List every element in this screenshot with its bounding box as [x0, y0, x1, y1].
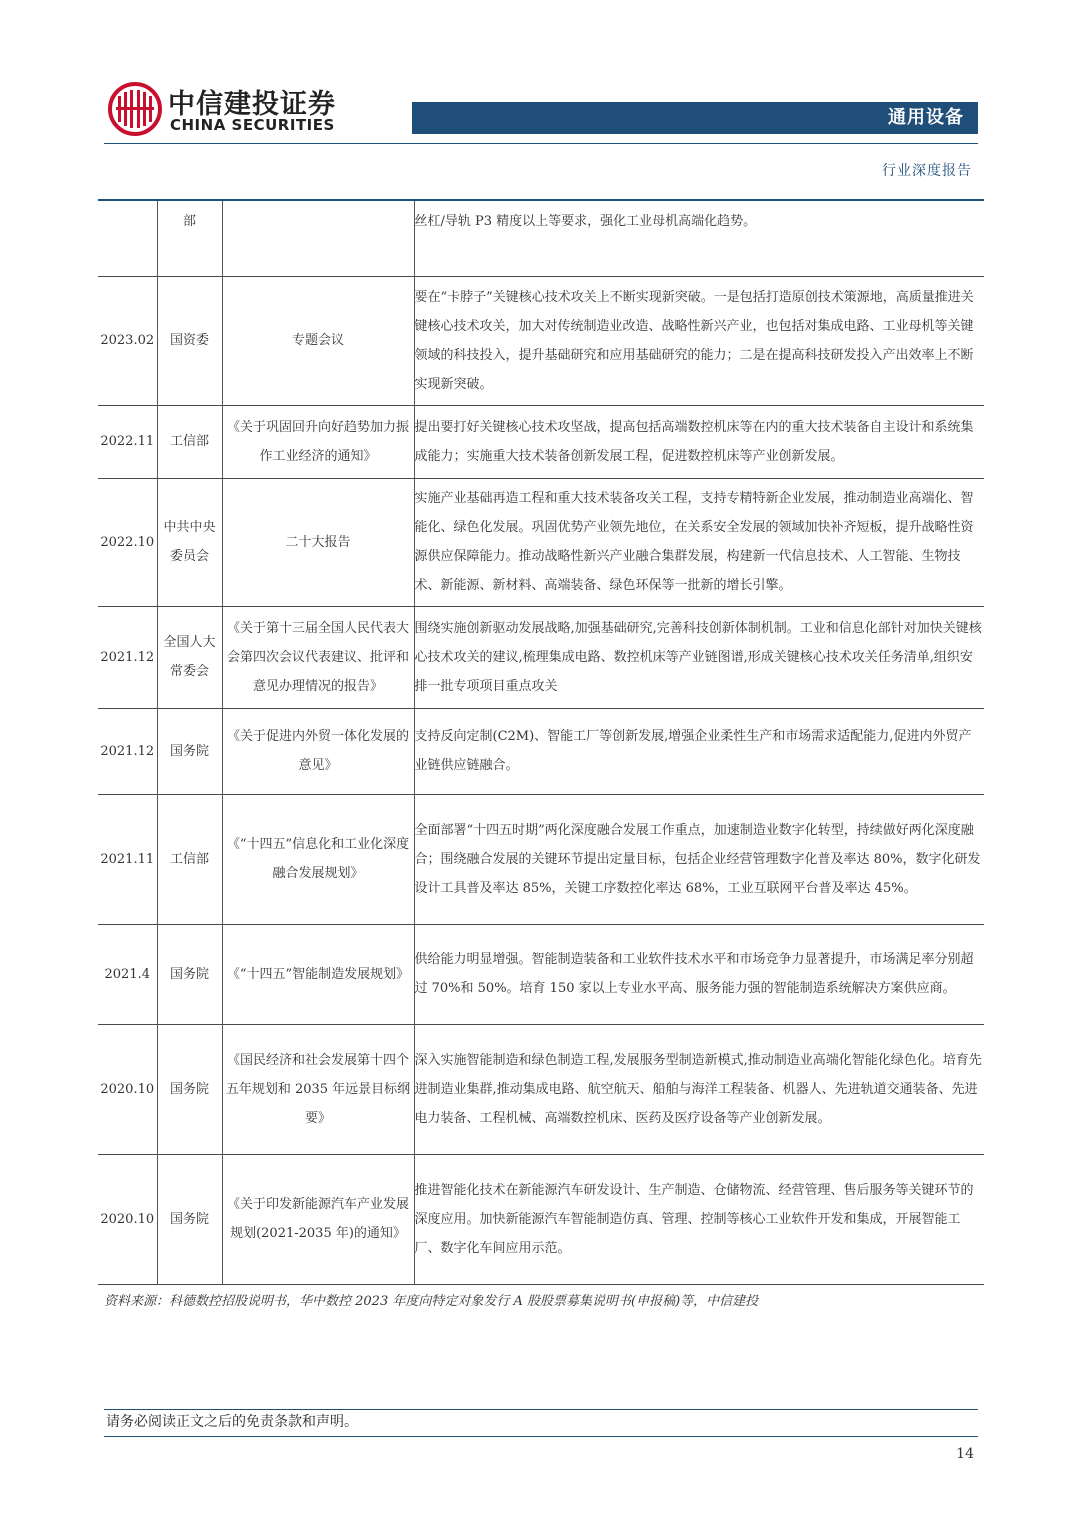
date-cell: 2022.10	[98, 478, 157, 606]
table-row	[98, 924, 984, 1024]
table-row	[98, 794, 984, 924]
content-cell: 围绕实施创新驱动发展战略,加强基础研究,完善科技创新体制机制。工业和信息化部针对加快关键核心技术攻关的建议,梳理集成电路、数控机床等产业链图谱,形成关键核心技术攻关任务清单,组织安排一批专项项目重点攻关	[414, 606, 984, 708]
company-logo	[108, 82, 348, 140]
content-cell: 全面部署“十四五时期”两化深度融合发展工作重点，加速制造业数字化转型，持续做好两化深度融合；围绕融合发展的关键环节提出定量目标，包括企业经营管理数字化普及率达 80%，数字化研发设计工具普及率达 85%，关键工序数控化率达 68%，工业互联网平台普及率达 45%。	[414, 794, 984, 924]
content-cell: 丝杠/导轨 P3 精度以上等要求，强化工业母机高端化趋势。	[414, 200, 984, 276]
footer-divider-top	[104, 1409, 978, 1410]
document-cell: 《“十四五”智能制造发展规划》	[222, 924, 414, 1024]
date-cell: 2020.10	[98, 1154, 157, 1284]
logo-english-name: CHINA SECURITIES	[170, 116, 335, 134]
policy-table	[98, 199, 984, 1285]
table-row	[98, 606, 984, 708]
department-cell: 全国人大常委会	[157, 606, 222, 708]
footer-divider-bottom	[104, 1436, 978, 1437]
content-cell: 提出要打好关键核心技术攻坚战，提高包括高端数控机床等在内的重大技术装备自主设计和系统集成能力；实施重大技术装备创新发展工程，促进数控机床等产业创新发展。	[414, 405, 984, 478]
date-cell: 2021.12	[98, 708, 157, 794]
department-cell: 国务院	[157, 1024, 222, 1154]
date-cell: 2023.02	[98, 276, 157, 405]
table-row	[98, 708, 984, 794]
china-securities-logo-icon	[108, 82, 162, 136]
table-row	[98, 1024, 984, 1154]
disclaimer-text: 请务必阅读正文之后的免责条款和声明。	[106, 1414, 358, 1430]
date-cell: 2021.12	[98, 606, 157, 708]
page-number: 14	[956, 1446, 974, 1462]
document-cell: 《关于巩固回升向好趋势加力振作工业经济的通知》	[222, 405, 414, 478]
document-cell: 《“十四五”信息化和工业化深度融合发展规划》	[222, 794, 414, 924]
document-cell: 《关于促进内外贸一体化发展的意见》	[222, 708, 414, 794]
content-cell: 深入实施智能制造和绿色制造工程,发展服务型制造新模式,推动制造业高端化智能化绿色化。培育先进制造业集群,推动集成电路、航空航天、船舶与海洋工程装备、机器人、先进轨道交通装备、先进电力装备、工程机械、高端数控机床、医药及医疗设备等产业创新发展。	[414, 1024, 984, 1154]
content-cell: 支持反向定制(C2M)、智能工厂等创新发展,增强企业柔性生产和市场需求适配能力,促进内外贸产业链供应链融合。	[414, 708, 984, 794]
department-cell: 国务院	[157, 708, 222, 794]
date-cell	[98, 200, 157, 276]
document-cell: 《关于印发新能源汽车产业发展规划(2021-2035 年)的通知》	[222, 1154, 414, 1284]
report-type-label: 行业深度报告	[882, 163, 972, 179]
department-cell: 国务院	[157, 1154, 222, 1284]
date-cell: 2022.11	[98, 405, 157, 478]
department-cell: 工信部	[157, 794, 222, 924]
date-cell: 2021.4	[98, 924, 157, 1024]
table-row	[98, 1154, 984, 1284]
document-cell: 专题会议	[222, 276, 414, 405]
source-note: 资料来源：科德数控招股说明书，华中数控 2023 年度向特定对象发行 A 股股票募集说明书(申报稿)等，中信建投	[104, 1294, 759, 1309]
document-cell	[222, 200, 414, 276]
document-cell: 二十大报告	[222, 478, 414, 606]
department-cell: 国资委	[157, 276, 222, 405]
table-row	[98, 405, 984, 478]
department-cell: 国务院	[157, 924, 222, 1024]
logo-chinese-name: 中信建投证券	[168, 89, 336, 120]
table-row	[98, 276, 984, 405]
date-cell: 2021.11	[98, 794, 157, 924]
content-cell: 推进智能化技术在新能源汽车研发设计、生产制造、仓储物流、经营管理、售后服务等关键环节的深度应用。加快新能源汽车智能制造仿真、管理、控制等核心工业软件开发和集成，开展智能工厂、数字化车间应用示范。	[414, 1154, 984, 1284]
content-cell: 供给能力明显增强。智能制造装备和工业软件技术水平和市场竞争力显著提升，市场满足率分别超过 70%和 50%。培育 150 家以上专业水平高、服务能力强的智能制造系统解决方案供应商。	[414, 924, 984, 1024]
document-cell: 《关于第十三届全国人民代表大会第四次会议代表建议、批评和意见办理情况的报告》	[222, 606, 414, 708]
content-cell: 要在“卡脖子”关键核心技术攻关上不断实现新突破。一是包括打造原创技术策源地，高质量推进关键核心技术攻关，加大对传统制造业改造、战略性新兴产业，也包括对集成电路、工业母机等关键领域的科技投入，提升基础研究和应用基础研究的能力；二是在提高科技研发投入产出效率上不断实现新突破。	[414, 276, 984, 405]
table-row	[98, 478, 984, 606]
table-row	[98, 200, 984, 276]
content-cell: 实施产业基础再造工程和重大技术装备攻关工程，支持专精特新企业发展，推动制造业高端化、智能化、绿色化发展。巩固优势产业领先地位，在关系安全发展的领域加快补齐短板，提升战略性资源供应保障能力。推动战略性新兴产业融合集群发展，构建新一代信息技术、人工智能、生物技术、新能源、新材料、高端装备、绿色环保等一批新的增长引擎。	[414, 478, 984, 606]
sector-banner: 通用设备	[412, 102, 978, 134]
department-cell: 部	[157, 200, 222, 276]
date-cell: 2020.10	[98, 1024, 157, 1154]
department-cell: 中共中央委员会	[157, 478, 222, 606]
header-divider	[104, 143, 978, 144]
department-cell: 工信部	[157, 405, 222, 478]
document-cell: 《国民经济和社会发展第十四个五年规划和 2035 年远景目标纲要》	[222, 1024, 414, 1154]
